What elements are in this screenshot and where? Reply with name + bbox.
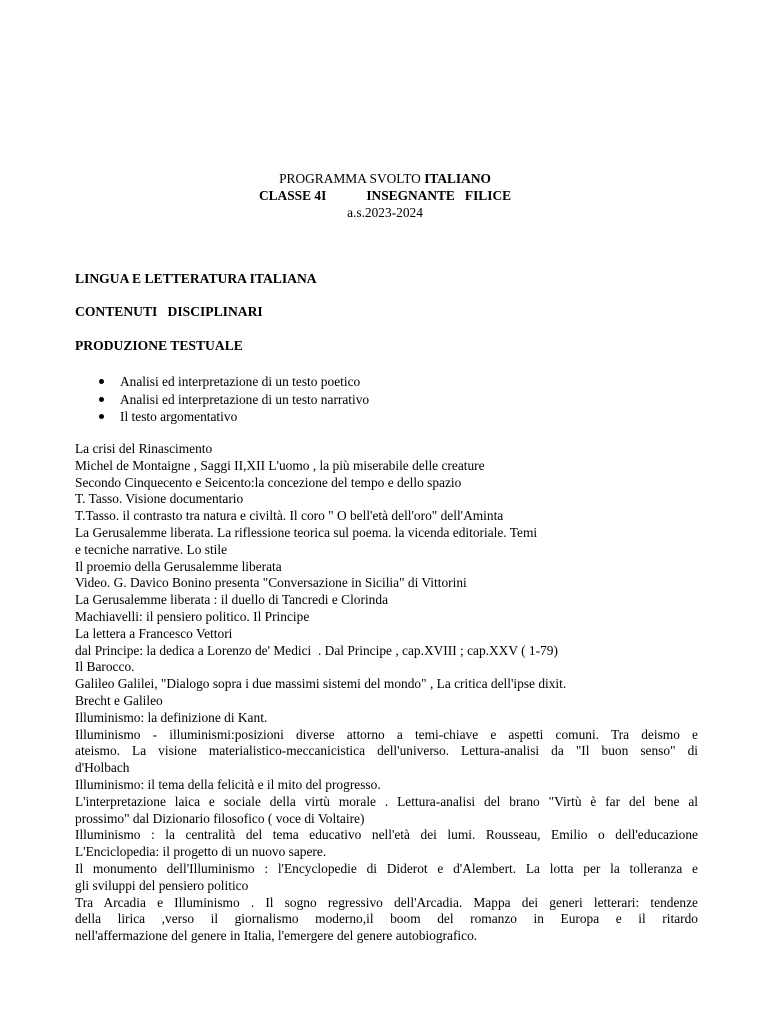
teacher-label: INSEGNANTE FILICE bbox=[366, 188, 512, 203]
content-line: Video. G. Davico Bonino presenta "Conversazione in Sicilia" di Vittorini bbox=[75, 575, 467, 591]
school-year: a.s.2023-2024 bbox=[347, 205, 423, 220]
content-line: gli sviluppi del pensiero politico bbox=[75, 877, 249, 893]
content-line: T. Tasso. Visione documentario bbox=[75, 491, 244, 507]
content-line: Brecht e Galileo bbox=[75, 692, 163, 708]
content-line: e tecniche narrative. Lo stile bbox=[75, 541, 228, 557]
list-item bbox=[75, 391, 369, 409]
content-line: della lirica ,verso il giornalismo moderno,il boom del romanzo in Europa e il ritardo bbox=[75, 911, 698, 927]
bullet-icon bbox=[99, 414, 104, 419]
content-line: Il Barocco. bbox=[75, 659, 135, 675]
content-line: Galileo Galilei, "Dialogo sopra i due massimi sistemi del mondo" , La critica dell'ipse dixit. bbox=[75, 676, 567, 692]
content-line: Il monumento dell'Illuminismo : l'Encyclopedie di Diderot e d'Alembert. La lotta per la tolleranza e bbox=[75, 860, 698, 876]
produzione-list bbox=[75, 373, 369, 426]
section-contenuti: CONTENUTI DISCIPLINARI bbox=[75, 304, 263, 319]
content-line: Tra Arcadia e Illuminismo . Il sogno regressivo dell'Arcadia. Mappa dei generi letterari: tendenze bbox=[75, 894, 698, 910]
content-line: Illuminismo : la centralità del tema educativo nell'età dei lumi. Rousseau, Emilio o dell'educazione bbox=[75, 827, 698, 843]
content-line: La lettera a Francesco Vettori bbox=[75, 625, 233, 641]
content-line: La Gerusalemme liberata. La riflessione teorica sul poema. la vicenda editoriale. Temi bbox=[75, 524, 538, 540]
content-line: Illuminismo: il tema della felicità e il mito del progresso. bbox=[75, 776, 381, 792]
content-line: Illuminismo - illuminismi:posizioni diverse attorno a temi-chiave e aspetti comuni. Tra deismo e bbox=[75, 726, 698, 742]
program-content bbox=[75, 441, 698, 945]
section-lingua: LINGUA E LETTERATURA ITALIANA bbox=[75, 271, 317, 286]
list-item-text: Analisi ed interpretazione di un testo narrativo bbox=[120, 391, 370, 407]
list-item-text: Analisi ed interpretazione di un testo poetico bbox=[120, 374, 361, 389]
content-line: L'Enciclopedia: il progetto di un nuovo sapere. bbox=[75, 844, 327, 860]
subject-name: ITALIANO bbox=[424, 171, 491, 186]
content-line: Machiavelli: il pensiero politico. Il Principe bbox=[75, 608, 310, 624]
content-line: Secondo Cinquecento e Seicento:la concezione del tempo e dello spazio bbox=[75, 474, 462, 490]
content-line: dal Principe: la dedica a Lorenzo de' Medici . Dal Principe , cap.XVIII ; cap.XXV ( 1-79) bbox=[75, 642, 558, 658]
program-title-prefix: PROGRAMMA SVOLTO bbox=[279, 171, 425, 186]
class-teacher-line bbox=[0, 187, 770, 204]
content-line: La Gerusalemme liberata : il duello di Tancredi e Clorinda bbox=[75, 592, 389, 608]
content-line: T.Tasso. il contrasto tra natura e civiltà. Il coro " O bell'età dell'oro" dell'Aminta bbox=[75, 508, 504, 524]
content-line: Michel de Montaigne , Saggi II,XII L'uomo , la più miserabile delle creature bbox=[75, 457, 485, 473]
content-line: Il proemio della Gerusalemme liberata bbox=[75, 558, 282, 574]
section-produzione: PRODUZIONE TESTUALE bbox=[75, 338, 243, 353]
content-line: nell'affermazione del genere in Italia, l'emergere del genere autobiografico. bbox=[75, 928, 478, 944]
list-item-text: Il testo argomentativo bbox=[120, 409, 238, 424]
content-line: prossimo" dal Dizionario filosofico ( voce di Voltaire) bbox=[75, 810, 365, 826]
class-label: CLASSE 4I bbox=[258, 188, 327, 203]
list-item bbox=[75, 373, 369, 391]
document-header bbox=[0, 170, 770, 221]
list-item bbox=[75, 408, 369, 426]
bullet-icon bbox=[99, 397, 104, 402]
bullet-icon bbox=[99, 379, 104, 384]
content-line: La crisi del Rinascimento bbox=[75, 441, 213, 456]
content-line: Illuminismo: la definizione di Kant. bbox=[75, 709, 268, 725]
program-title bbox=[0, 170, 770, 187]
content-line: L'interpretazione laica e sociale della virtù morale . Lettura-analisi del brano "Virtù è far del bene al bbox=[75, 793, 698, 809]
content-line: ateismo. La visione materialistico-meccanicistica dell'universo. Lettura-analisi da "Il buon senso" di bbox=[75, 743, 698, 759]
content-line: d'Holbach bbox=[75, 760, 130, 776]
